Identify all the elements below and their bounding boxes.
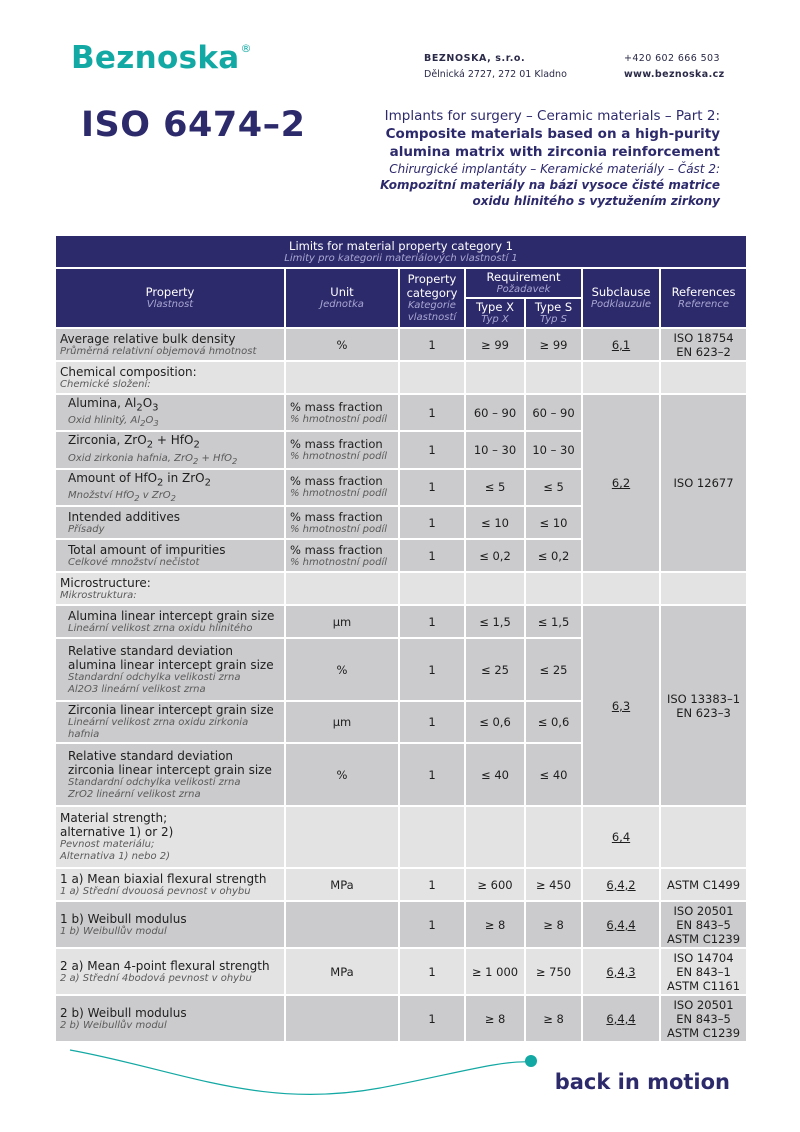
company-logo [71,40,252,76]
references-cell [660,328,747,361]
type-s-cell: ≥ 8 [525,901,582,948]
phone-number: +420 602 666 503 [624,53,720,64]
references-cell: ISO 20501 EN 843–5 ASTM C1239 [660,995,747,1042]
header-requirement-cz: Požadavek [496,284,551,295]
category-cell: 1 [399,743,465,806]
type-s-cell: ≥ 99 [525,328,582,361]
header-requirement-en: Requirement [486,270,561,284]
subclause-link[interactable]: 6,4,4 [582,995,660,1042]
registered-mark: ® [240,42,252,55]
subclause-link[interactable]: 6,4,2 [582,868,660,901]
header-category [399,268,465,328]
logo-text: Beznoska [71,40,240,76]
category-cell [399,572,465,605]
header-unit [285,268,399,328]
property-cell: Alumina linear intercept grain size Lineární velikost zrna oxidu hlinitého [55,605,285,638]
company-info [424,51,567,83]
standard-subtitles [380,107,720,209]
header-subclause-en: Subclause [591,285,651,299]
references-cell: ISO 13383–1 EN 623–3 [660,605,747,806]
property-cell: Intended additives Přísady [55,506,285,539]
unit-cell: MPa [285,948,399,995]
property-en: Zirconia, ZrO$_2$ + HfO$_2$ [68,433,200,451]
type-x-cell [465,361,525,394]
property-cell: 1 a) Mean biaxial flexural strength 1 a) Střední dvouosá pevnost v ohybu [55,868,285,901]
header-references-cz: Reference [678,299,730,310]
header-type-s-en: Type S [534,300,573,314]
references-cell: ISO 20501 EN 843–5 ASTM C1239 [660,901,747,948]
property-cell [55,469,285,506]
category-cell: 1 [399,469,465,506]
type-x-cell: ≥ 8 [465,901,525,948]
subtitle-en-line2: Composite materials based on a high-purity [385,126,720,142]
property-cell: 2 a) Mean 4-point flexural strength 2 a) Střední 4bodová pevnost v ohybu [55,948,285,995]
category-cell: 1 [399,328,465,361]
subclause-link[interactable]: 6,4,4 [582,901,660,948]
header-subclause-cz: Podklauzule [590,299,652,310]
unit-cell: % [285,743,399,806]
type-s-cell: ≤ 10 [525,506,582,539]
unit-cell: % [285,328,399,361]
category-cell: 1 [399,539,465,572]
table-row [55,806,747,868]
type-s-cell: ≤ 40 [525,743,582,806]
header-type-s-cz: Typ S [539,314,568,325]
subclause-link[interactable]: 6,1 [582,328,660,361]
tagline: back in motion [554,1070,730,1094]
property-limits-table [54,234,748,1043]
header-subclause [582,268,660,328]
unit-cell: % mass fraction % hmotnostní podíl [285,506,399,539]
reference-line: ISO 18754 [673,330,734,345]
website-link[interactable]: www.beznoska.cz [624,69,725,80]
table-caption-row [55,235,747,268]
type-x-cell: ≤ 5 [465,469,525,506]
company-address: Dělnická 2727, 272 01 Kladno [424,69,567,80]
header-references-en: References [671,285,736,299]
table-row [55,948,747,995]
type-x-cell: ≤ 0,6 [465,701,525,743]
table-row [55,328,747,361]
references-cell [660,361,747,394]
type-x-cell: ≤ 0,2 [465,539,525,572]
header-references [660,268,747,328]
type-x-cell [465,572,525,605]
unit-cell [285,572,399,605]
category-cell [399,806,465,868]
unit-cell: % mass fraction % hmotnostní podíl [285,431,399,468]
subtitle-cz-line2: Kompozitní materiály na bázi vysoce čisté matrice [380,178,720,192]
property-cell [55,431,285,468]
table-row [55,605,747,638]
type-x-cell: ≥ 99 [465,328,525,361]
decorative-wave-icon [0,1030,560,1110]
unit-cell: µm [285,701,399,743]
type-s-cell: ≥ 750 [525,948,582,995]
references-cell: ISO 12677 [660,394,747,572]
property-cell: Zirconia linear intercept grain size Lineární velikost zrna oxidu zirkonia hafnia [55,701,285,743]
type-s-cell: 10 – 30 [525,431,582,468]
references-cell [660,806,747,868]
header-type-x-cz: Typ X [481,314,509,325]
property-cell: 2 b) Weibull modulus 2 b) Weibullův modul [55,995,285,1042]
standard-number: ISO 6474–2 [81,105,306,145]
subclause-link[interactable]: 6,2 [582,394,660,572]
table-header-row [55,268,747,298]
type-s-cell: ≤ 0,6 [525,701,582,743]
category-cell: 1 [399,394,465,431]
type-s-cell: ≤ 1,5 [525,605,582,638]
category-cell: 1 [399,995,465,1042]
type-s-cell: ≤ 5 [525,469,582,506]
type-s-cell [525,572,582,605]
type-x-cell [465,806,525,868]
contact-info [624,51,725,83]
property-cz: Oxid zirkonia hafnia, ZrO$_2$ + HfO$_2$ [68,452,238,466]
table-row [55,361,747,394]
type-x-cell: ≤ 25 [465,638,525,701]
header-property [55,268,285,328]
type-x-cell: ≥ 1 000 [465,948,525,995]
subclause-link[interactable]: 6,3 [582,605,660,806]
property-cell: Relative standard deviation alumina linear intercept grain size Standardní odchylka velikosti zrna Al2O3 lineární velikost zrna [55,638,285,701]
category-cell: 1 [399,901,465,948]
table-row [55,901,747,948]
header-unit-en: Unit [330,285,354,299]
header-type-x [465,298,525,328]
type-x-cell: 10 – 30 [465,431,525,468]
property-cell: Microstructure: Mikrostruktura: [55,572,285,605]
subtitle-en-line1: Implants for surgery – Ceramic materials – Part 2: [384,108,720,124]
property-cell: 1 b) Weibull modulus 1 b) Weibullův modul [55,901,285,948]
type-x-cell: ≥ 8 [465,995,525,1042]
category-cell: 1 [399,431,465,468]
type-x-cell: 60 – 90 [465,394,525,431]
header-type-x-en: Type X [476,300,514,314]
unit-cell: % mass fraction % hmotnostní podíl [285,539,399,572]
table-row [55,572,747,605]
type-s-cell [525,806,582,868]
subclause-cell [582,572,660,605]
reference-line: EN 623–2 [676,344,731,359]
property-cell [55,361,285,394]
category-cell: 1 [399,948,465,995]
header-property-en: Property [145,285,195,299]
property-en: Chemical composition: [60,364,197,379]
property-cell: Relative standard deviation zirconia linear intercept grain size Standardní odchylka velikosti zrna ZrO2 lineární velikost zrna [55,743,285,806]
category-cell [399,361,465,394]
type-x-cell: ≤ 10 [465,506,525,539]
property-en: Average relative bulk density [60,331,236,346]
header-property-cz: Vlastnost [146,299,194,310]
table-row [55,868,747,901]
property-en: Alumina, $Al_2O_3$ [68,396,159,414]
category-cell: 1 [399,506,465,539]
subtitle-cz-line1: Chirurgické implantáty – Keramické materiály – Část 2: [389,162,720,176]
category-cell: 1 [399,701,465,743]
type-s-cell: ≥ 8 [525,995,582,1042]
company-name: BEZNOSKA, s.r.o. [424,53,526,64]
header-requirement [465,268,582,298]
header-type-s [525,298,582,328]
subclause-link[interactable]: 6,4,3 [582,948,660,995]
property-cell [55,328,285,361]
header-category-cz: Kategorie vlastností [407,300,457,323]
category-cell: 1 [399,868,465,901]
table-caption [55,235,747,268]
unit-cell: % [285,638,399,701]
table-row [55,394,747,431]
type-s-cell: ≤ 0,2 [525,539,582,572]
property-cz: Chemické složení: [60,378,151,390]
property-cz: Množství HfO$_2$ v ZrO$_2$ [68,490,176,504]
subtitle-en-line3: alumina matrix with zirconia reinforcement [389,144,720,160]
property-cz: Průměrná relativní objemová hmotnost [60,345,257,357]
unit-cell: MPa [285,868,399,901]
type-s-cell: 60 – 90 [525,394,582,431]
caption-cz: Limity pro kategorii materiálových vlastností 1 [284,252,518,264]
header-unit-cz: Jednotka [320,299,364,310]
header-category-en: Property category [406,272,458,300]
unit-cell: % mass fraction % hmotnostní podíl [285,394,399,431]
references-cell [660,572,747,605]
property-cell: Material strength; alternative 1) or 2) Pevnost materiálu; Alternativa 1) nebo 2) [55,806,285,868]
caption-en: Limits for material property category 1 [289,238,513,253]
property-cz: Oxid hlinitý, $Al_2O_3$ [68,415,159,429]
property-en: Amount of HfO$_2$ in ZrO$_2$ [68,470,211,489]
category-cell: 1 [399,638,465,701]
type-s-cell: ≤ 25 [525,638,582,701]
type-s-cell [525,361,582,394]
unit-cell [285,806,399,868]
type-x-cell: ≤ 40 [465,743,525,806]
unit-cell: µm [285,605,399,638]
unit-cell [285,361,399,394]
type-x-cell: ≥ 600 [465,868,525,901]
type-s-cell: ≥ 450 [525,868,582,901]
type-x-cell: ≤ 1,5 [465,605,525,638]
unit-cell [285,901,399,948]
unit-cell: % mass fraction % hmotnostní podíl [285,469,399,506]
references-cell: ISO 14704 EN 843–1 ASTM C1161 [660,948,747,995]
subtitle-cz-line3: oxidu hlinitého s vyztužením zirkony [472,194,720,208]
subclause-link[interactable]: 6,4 [582,806,660,868]
category-cell: 1 [399,605,465,638]
property-cell: Total amount of impurities Celkové množství nečistot [55,539,285,572]
subclause-cell [582,361,660,394]
property-cell [55,394,285,431]
references-cell: ASTM C1499 [660,868,747,901]
